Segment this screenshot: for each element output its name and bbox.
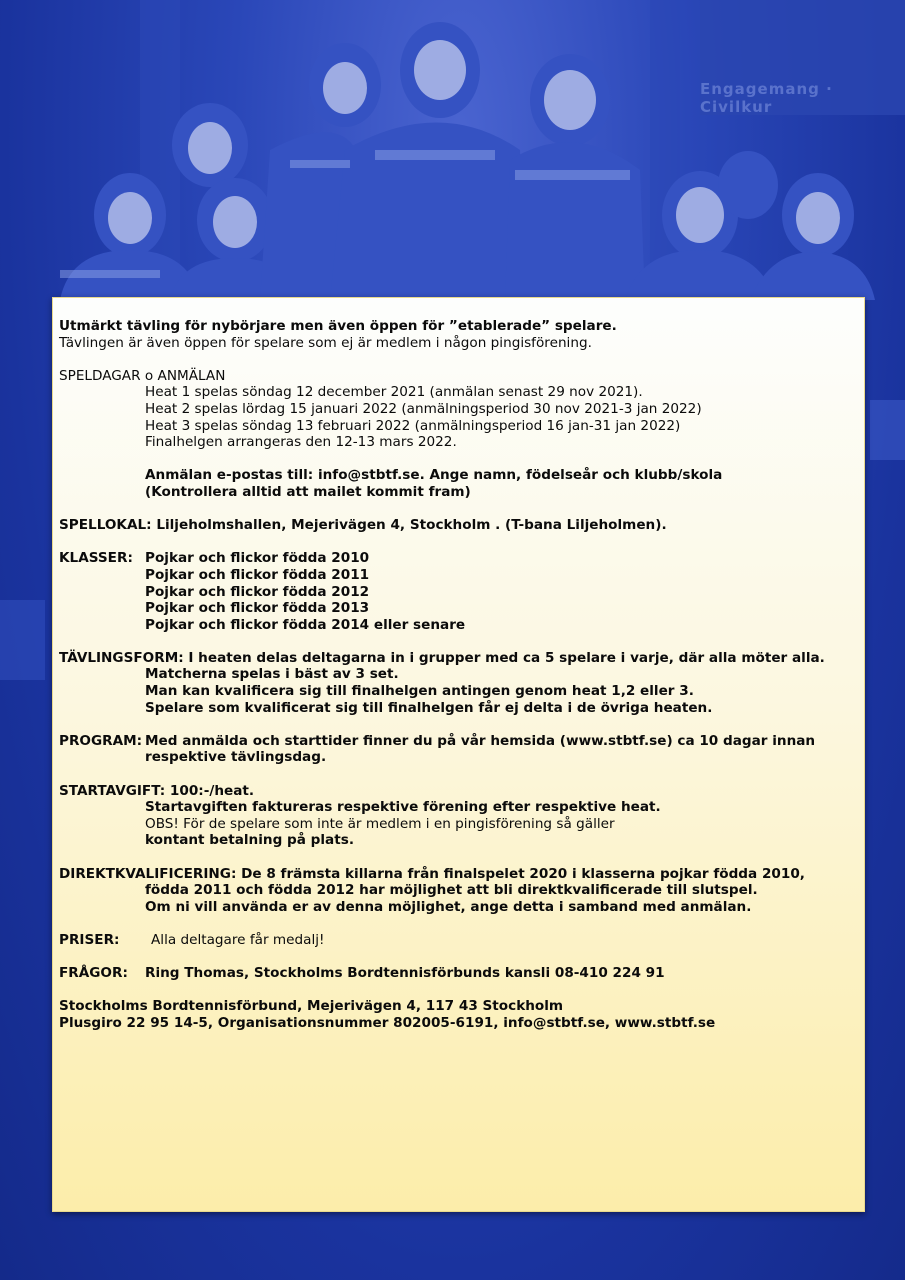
intro-line-1: Utmärkt tävling för nybörjare men även öppen för ”etablerade” spelare. xyxy=(59,318,617,334)
fragor-row xyxy=(59,965,859,982)
intro-line-2: Tävlingen är även öppen för spelare som ej är medlem i någon pingisförening. xyxy=(59,334,592,351)
direktkval-label: DIREKTKVALIFICERING: xyxy=(59,865,237,882)
startavgift-label: STARTAVGIFT: xyxy=(59,782,166,799)
priser-label: PRISER: xyxy=(59,931,120,948)
priser-text: Alla deltagare får medalj! xyxy=(151,931,325,948)
speldagar-heading: SPELDAGAR o ANMÄLAN xyxy=(59,367,226,384)
email-line: Anmälan e-postas till: info@stbtf.se. Ange namn, födelseår och klubb/skola xyxy=(145,467,723,484)
heat-2-line: Heat 2 spelas lördag 15 januari 2022 (anmälningsperiod 30 nov 2021-3 jan 2022) xyxy=(145,400,702,417)
spellokal-row xyxy=(59,517,859,534)
email-check-line: (Kontrollera alltid att mailet kommit fram) xyxy=(145,483,471,500)
tavlingsform-line: Matcherna spelas i bäst av 3 set. xyxy=(145,666,399,683)
klass-item: Pojkar och flickor födda 2014 eller senare xyxy=(145,616,466,633)
program-row xyxy=(59,733,859,750)
info-panel xyxy=(52,297,865,1212)
fragor-text: Ring Thomas, Stockholms Bordtennisförbunds kansli 08-410 224 91 xyxy=(145,965,665,982)
priser-row xyxy=(59,932,859,949)
klasser-label: KLASSER: xyxy=(59,550,133,567)
program-line: respektive tävlingsdag. xyxy=(145,749,327,766)
direktkval-row xyxy=(59,866,859,883)
finalhelg-line: Finalhelgen arrangeras den 12-13 mars 2022. xyxy=(145,434,457,451)
klass-item: Pojkar och flickor födda 2011 xyxy=(145,566,370,583)
tavlingsform-label: TÄVLINGSFORM: xyxy=(59,649,184,666)
klass-item: Pojkar och flickor födda 2012 xyxy=(145,583,370,600)
tavlingsform-row xyxy=(59,650,859,667)
klass-item: Pojkar och flickor födda 2013 xyxy=(145,600,370,617)
banner-text: Engagemang · Civilkur xyxy=(700,80,833,116)
tavlingsform-line: Spelare som kvalificerat sig till finalhelgen får ej delta i de övriga heaten. xyxy=(145,699,713,716)
startavgift-row xyxy=(59,783,859,800)
direktkval-first: De 8 främsta killarna från finalspelet 2020 i klasserna pojkar födda 2010, xyxy=(241,865,805,882)
heat-3-line: Heat 3 spelas söndag 13 februari 2022 (anmälningsperiod 16 jan-31 jan 2022) xyxy=(145,417,681,434)
klasser-row xyxy=(59,550,859,567)
program-label: PROGRAM: xyxy=(59,732,143,749)
info-content xyxy=(59,318,859,1032)
program-first: Med anmälda och starttider finner du på vår hemsida (www.stbtf.se) ca 10 dagar innan xyxy=(145,732,816,749)
direktkval-line: födda 2011 och födda 2012 har möjlighet att bli direktkvalificerade till slutspel. xyxy=(145,882,758,899)
startavgift-line: kontant betalning på plats. xyxy=(145,832,354,849)
startavgift-first: 100:-/heat. xyxy=(169,782,255,799)
spellokal-text: Liljeholmshallen, Mejerivägen 4, Stockholm . (T-bana Liljeholmen). xyxy=(156,517,667,534)
direktkval-line: Om ni vill använda er av denna möjlighet, ange detta i samband med anmälan. xyxy=(145,898,752,915)
fragor-label: FRÅGOR: xyxy=(59,965,128,982)
tavlingsform-line: Man kan kvalificera sig till finalhelgen antingen genom heat 1,2 eller 3. xyxy=(145,683,694,700)
spellokal-label: SPELLOKAL: xyxy=(59,517,152,534)
startavgift-line: Startavgiften faktureras respektive förening efter respektive heat. xyxy=(145,799,661,816)
startavgift-line: OBS! För de spelare som inte är medlem i en pingisförening så gäller xyxy=(145,815,615,832)
footer-address: Stockholms Bordtennisförbund, Mejerivägen 4, 117 43 Stockholm xyxy=(59,998,564,1015)
tavlingsform-first: I heaten delas deltagarna in i grupper med ca 5 spelare i varje, där alla möter alla. xyxy=(188,649,825,666)
footer-contact: Plusgiro 22 95 14-5, Organisationsnummer 802005-6191, info@stbtf.se, www.stbtf.se xyxy=(59,1014,716,1031)
klass-item: Pojkar och flickor födda 2010 xyxy=(145,550,370,567)
heat-1-line: Heat 1 spelas söndag 12 december 2021 (anmälan senast 29 nov 2021). xyxy=(145,384,643,401)
